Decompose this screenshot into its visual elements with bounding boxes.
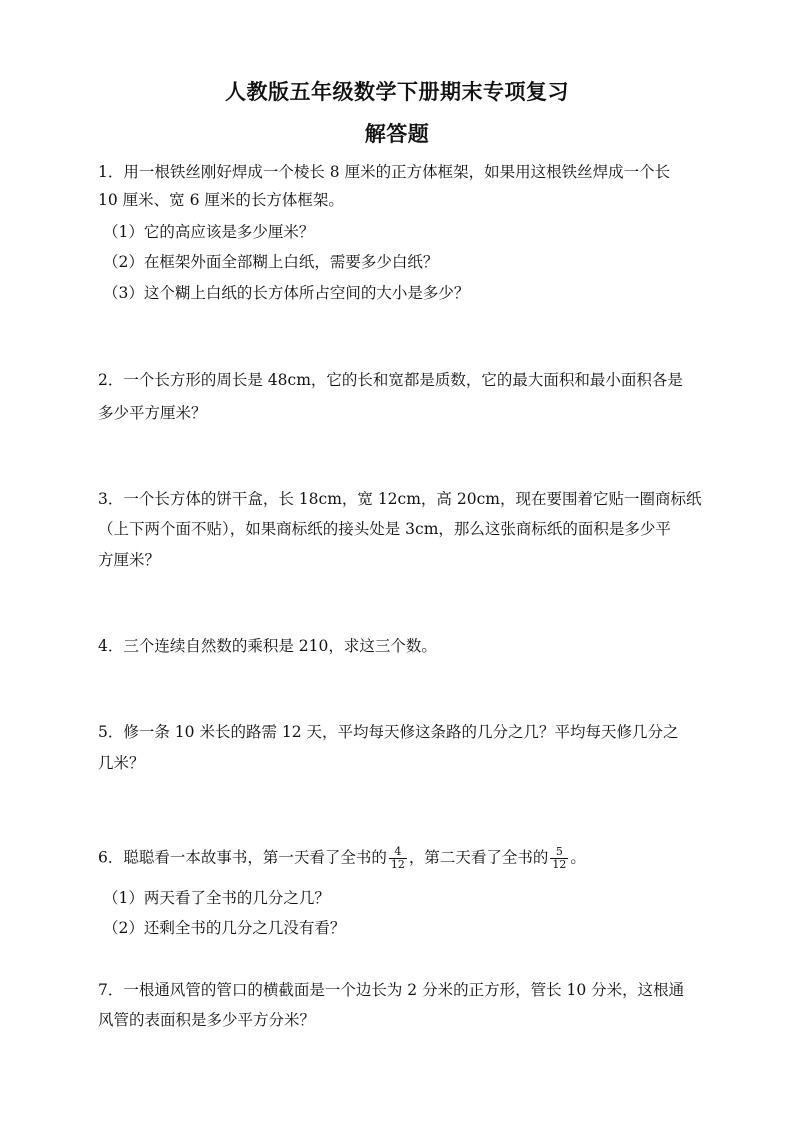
document-subtitle: 解答题	[364, 121, 430, 146]
question-6-middle: ，第二天看了全书的	[408, 848, 549, 867]
question-5-line-1: 5．修一条 10 米长的路需 12 天，平均每天修这条路的几分之几？平均每天修几分之	[98, 723, 679, 741]
question-1-line-2: 10 厘米、宽 6 厘米的长方体框架。	[98, 191, 344, 209]
question-1-part-1: （1）它的高应该是多少厘米？	[103, 223, 315, 241]
document-title: 人教版五年级数学下册期末专项复习	[225, 79, 569, 104]
question-3-line-1: 3．一个长方体的饼干盒，长 18cm，宽 12cm，高 20cm，现在要围着它贴一圈商标纸	[98, 490, 702, 508]
question-1-line-1: 1．用一根铁丝刚好焊成一个棱长 8 厘米的正方体框架，如果用这根铁丝焊成一个长	[98, 163, 671, 181]
question-1-part-2: （2）在框架外面全部糊上白纸，需要多少白纸？	[103, 253, 439, 271]
question-7-line-2: 风管的表面积是多少平方分米？	[98, 1011, 316, 1029]
question-6-line-1	[98, 846, 586, 871]
question-6-part-2: （2）还剩全书的几分之几没有看？	[103, 919, 346, 937]
question-6-suffix: 。	[570, 848, 586, 867]
question-3-line-2: （上下两个面不贴），如果商标纸的接头处是 3cm，那么这张商标纸的面积是多少平	[98, 520, 671, 538]
question-2-line-2: 多少平方厘米？	[98, 404, 207, 422]
question-2-line-1: 2．一个长方形的周长是 48cm，它的长和宽都是质数，它的最大面积和最小面积各是	[98, 371, 683, 389]
question-4-line-1: 4．三个连续自然数的乘积是 210，求这三个数。	[98, 637, 437, 655]
fraction-first-day	[389, 846, 407, 871]
fraction-numerator: 5	[555, 845, 563, 858]
fraction-denominator: 12	[552, 858, 567, 871]
question-3-line-3: 方厘米？	[98, 551, 161, 569]
fraction-numerator: 4	[394, 845, 402, 858]
question-6-part-1: （1）两天看了全书的几分之几？	[103, 889, 330, 907]
question-1-part-3: （3）这个糊上白纸的长方体所占空间的大小是多少？	[103, 284, 470, 302]
question-5-line-2: 几米？	[98, 754, 145, 772]
fraction-denominator: 12	[390, 858, 405, 871]
fraction-second-day	[550, 846, 568, 871]
question-6-prefix: 6．聪聪看一本故事书，第一天看了全书的	[98, 848, 387, 867]
question-7-line-1: 7．一根通风管的管口的横截面是一个边长为 2 分米的正方形，管长 10 分米，这根通	[98, 981, 685, 999]
